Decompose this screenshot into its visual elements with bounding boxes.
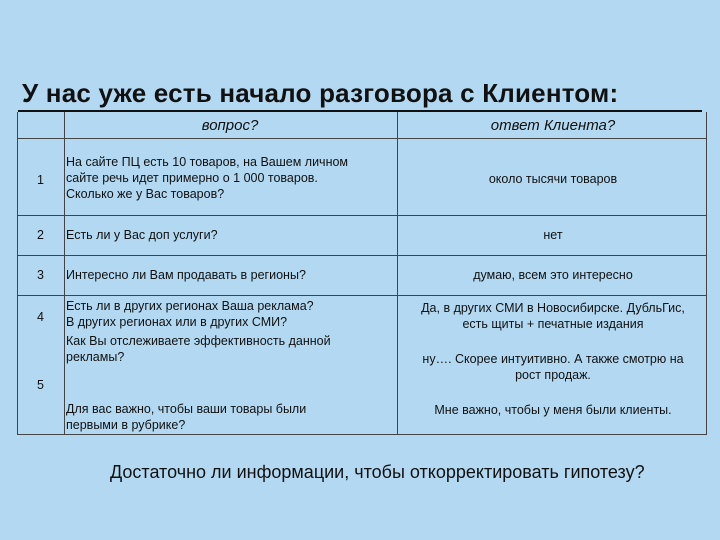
answer-text: Мне важно, чтобы у меня были клиенты. bbox=[434, 403, 672, 417]
row-number: 1 bbox=[37, 173, 44, 187]
header-answer: ответ Клиента? bbox=[490, 117, 616, 134]
answer-text: Да, в других СМИ в Новосибирске. ДубльГис, есть щиты + печатные издания bbox=[421, 301, 685, 331]
answer-text: нет bbox=[543, 228, 563, 242]
question-text: Есть ли в других регионах Ваша реклама? В других регионах или в других СМИ? bbox=[66, 299, 314, 329]
header-question: вопрос? bbox=[201, 117, 259, 134]
table-divider-answer bbox=[397, 112, 398, 434]
question-text: Есть ли у Вас доп услуги? bbox=[66, 228, 218, 242]
question-text: На сайте ПЦ есть 10 товаров, на Вашем личном сайте речь идет примерно о 1 000 товаров. Сколько же у Вас товаров? bbox=[66, 155, 349, 201]
answer-text: ну…. Скорее интуитивно. А также смотрю на рост продаж. bbox=[422, 352, 684, 382]
footer-question: Достаточно ли информации, чтобы откорректировать гипотезу? bbox=[110, 462, 645, 482]
table-divider-num bbox=[64, 112, 65, 434]
row-number: 5 bbox=[37, 378, 44, 392]
table-border-right bbox=[706, 112, 707, 434]
question-text: Интересно ли Вам продавать в регионы? bbox=[66, 268, 306, 282]
table-line bbox=[17, 215, 707, 216]
row-number: 4 bbox=[37, 310, 44, 324]
title-underline bbox=[18, 110, 702, 112]
answer-text: около тысячи товаров bbox=[488, 172, 618, 186]
question-text: Для вас важно, чтобы ваши товары были первыми в рубрике? bbox=[66, 402, 307, 432]
slide-title: У нас уже есть начало разговора с Клиентом: bbox=[22, 78, 619, 108]
table-line bbox=[17, 138, 707, 139]
row-number: 2 bbox=[37, 228, 44, 242]
row-number: 3 bbox=[37, 268, 44, 282]
table-line bbox=[17, 255, 707, 256]
table-line bbox=[17, 295, 707, 296]
question-text: Как Вы отслеживаете эффективность данной рекламы? bbox=[66, 334, 331, 364]
answer-text: думаю, всем это интересно bbox=[473, 268, 633, 282]
